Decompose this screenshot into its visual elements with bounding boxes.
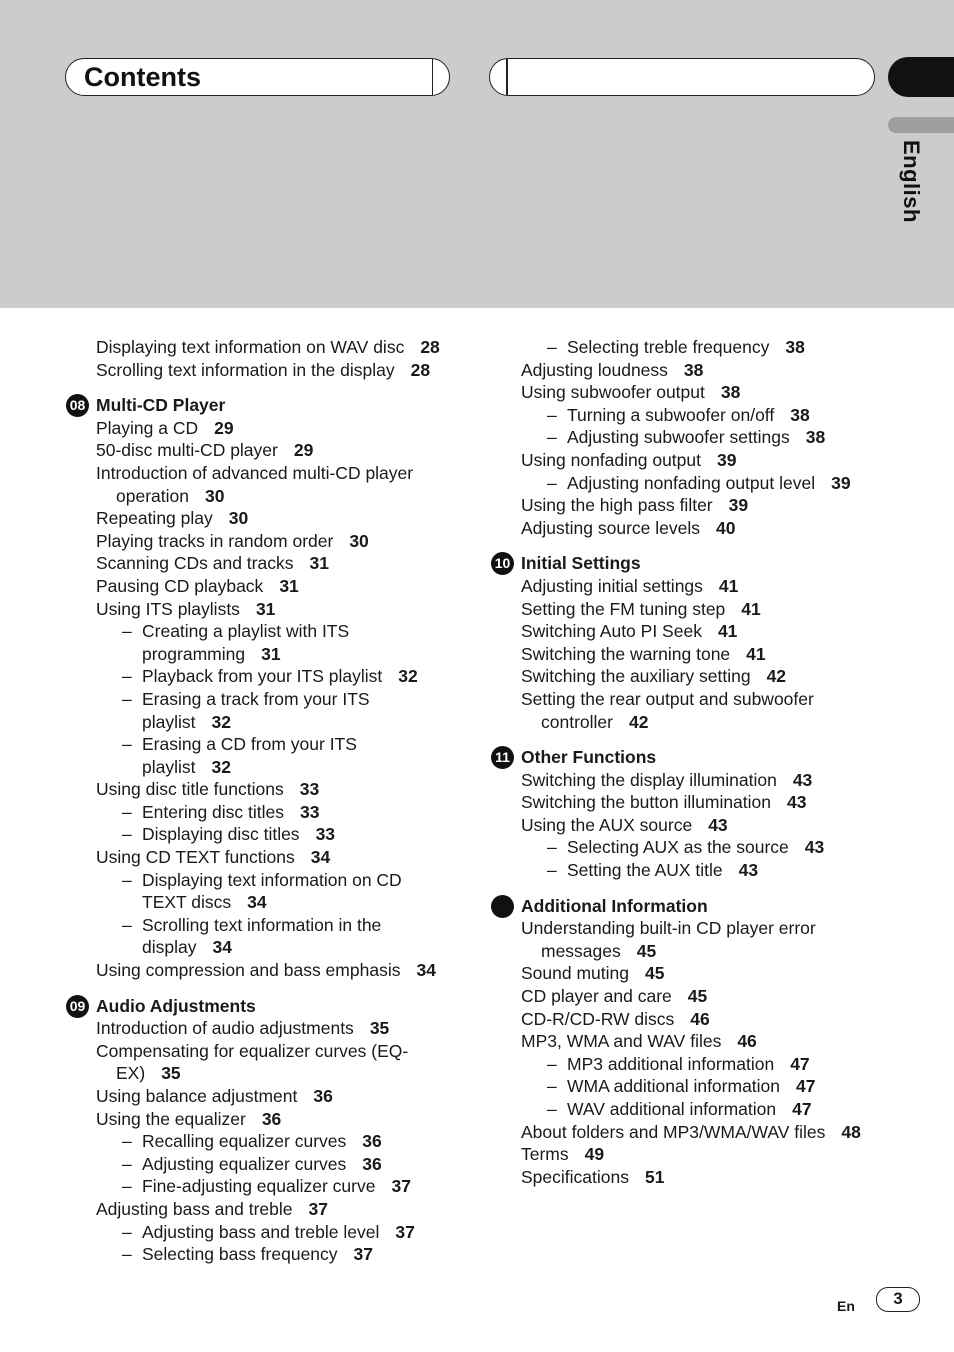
entry-text: Setting the rear output and subwoofer (521, 688, 814, 709)
entry-text: CD-R/CD-RW discs (521, 1008, 675, 1029)
page-ref: 31 (255, 598, 276, 619)
section-tab-marker (888, 57, 954, 97)
toc-subentry[interactable] (66, 823, 456, 846)
entry-text: CD player and care (521, 986, 672, 1007)
section-gap (491, 733, 881, 746)
toc-entry[interactable] (491, 643, 881, 666)
page-ref: 34 (212, 937, 232, 958)
entry-text: Using subwoofer output (521, 382, 705, 403)
toc-entry[interactable] (66, 1085, 456, 1108)
entry-text: Using disc title functions (96, 779, 284, 800)
toc-entry[interactable] (491, 769, 881, 792)
dash-marker: – (547, 337, 557, 357)
entry-text: Using balance adjustment (96, 1086, 298, 1106)
page-ref: 36 (261, 1108, 282, 1129)
section-title: Initial Settings (521, 553, 641, 574)
section-heading (66, 394, 456, 417)
page-ref: 37 (308, 1198, 328, 1219)
page-ref: 32 (211, 756, 231, 777)
toc-subentry[interactable] (491, 859, 881, 882)
section-number-badge: 08 (66, 394, 89, 417)
toc-subentry[interactable] (491, 404, 881, 427)
entry-text: MP3, WMA and WAV files (521, 1031, 722, 1052)
toc-entry[interactable] (491, 917, 881, 940)
entry-text: Scanning CDs and tracks (96, 553, 294, 574)
dash-marker: – (122, 621, 132, 642)
page-ref: 36 (362, 1153, 382, 1174)
page-ref: 43 (792, 769, 813, 790)
entry-text: Scrolling text information in the (142, 914, 382, 935)
entry-text: Using nonfading output (521, 449, 701, 470)
page-number: 3 (876, 1287, 920, 1312)
toc-subentry[interactable] (66, 665, 456, 688)
page-ref: 29 (293, 440, 314, 461)
page-ref: 39 (717, 449, 737, 470)
blank-frame-divider (506, 59, 508, 95)
section-gap (491, 882, 881, 895)
entry-text: Erasing a track from your ITS (142, 688, 370, 709)
section-number-badge (491, 895, 514, 918)
toc-entry[interactable] (66, 959, 456, 982)
page-ref: 37 (395, 1221, 415, 1242)
toc-entry[interactable] (66, 359, 456, 382)
toc-entry[interactable] (66, 1108, 456, 1131)
toc-entry[interactable] (66, 507, 456, 530)
entry-text: Displaying text information on WAV disc (96, 337, 405, 357)
section-heading (491, 552, 881, 575)
page-ref: 29 (214, 417, 234, 438)
entry-text: Using the AUX source (521, 814, 693, 835)
entry-continuation (66, 643, 456, 666)
entry-text-cont: EX) (116, 1063, 146, 1084)
entry-text: Using CD TEXT functions (96, 847, 295, 868)
entry-text: Adjusting initial settings (521, 575, 703, 596)
entry-text: Compensating for equalizer curves (EQ- (96, 1040, 409, 1061)
toc-entry[interactable] (491, 814, 881, 837)
toc-subentry[interactable] (66, 1130, 456, 1153)
entry-text-cont: playlist (142, 756, 196, 777)
entry-text: Selecting AUX as the source (567, 837, 789, 858)
page-ref: 43 (787, 792, 807, 813)
entry-text: Scrolling text information in the display (96, 359, 395, 380)
page-ref: 42 (766, 666, 787, 687)
page-ref: 38 (683, 359, 704, 380)
toc-entry[interactable] (491, 985, 881, 1008)
page-ref: 37 (391, 1176, 411, 1197)
page-ref: 32 (211, 711, 231, 732)
toc-entry[interactable] (491, 494, 881, 517)
page-ref: 30 (349, 530, 369, 551)
entry-text: Selecting treble frequency (567, 337, 770, 357)
section-number-badge: 10 (491, 552, 514, 575)
entry-text: Adjusting bass and treble level (142, 1221, 380, 1242)
page-ref: 43 (738, 860, 759, 881)
dash-marker: – (122, 1244, 132, 1265)
page-ref: 41 (741, 598, 761, 619)
toc-entry[interactable] (491, 1030, 881, 1053)
page-ref: 33 (299, 779, 320, 800)
toc-subentry[interactable] (491, 1053, 881, 1076)
toc-entry[interactable] (66, 1198, 456, 1221)
entry-text-cont: playlist (142, 711, 196, 732)
page-ref: 40 (715, 517, 736, 538)
page-ref: 28 (420, 337, 440, 357)
entry-text: Setting the FM tuning step (521, 598, 726, 619)
toc-subentry[interactable] (66, 1221, 456, 1244)
toc-entry[interactable] (491, 575, 881, 598)
entry-text: Entering disc titles (142, 801, 285, 822)
section-gap (66, 982, 456, 995)
toc-entry[interactable] (491, 665, 881, 688)
page-ref: 31 (309, 553, 329, 574)
toc-right-column (491, 336, 881, 1188)
toc-subentry[interactable] (66, 914, 456, 937)
toc-subentry[interactable] (66, 869, 456, 892)
page-ref: 38 (790, 404, 810, 425)
page-ref: 45 (687, 986, 708, 1007)
entry-text: Introduction of advanced multi-CD player (96, 462, 414, 483)
entry-text: Switching the warning tone (521, 643, 731, 664)
title-frame (65, 58, 450, 96)
dash-marker: – (122, 1131, 132, 1152)
entry-text: Fine-adjusting equalizer curve (142, 1176, 376, 1197)
toc-entry[interactable] (491, 688, 881, 711)
entry-text-cont: messages (541, 940, 621, 961)
entry-text: Switching the auxiliary setting (521, 666, 751, 687)
dash-marker: – (547, 837, 557, 858)
toc-subentry[interactable] (491, 1075, 881, 1098)
toc-entry[interactable] (66, 778, 456, 801)
entry-continuation (66, 936, 456, 959)
language-tab-marker (888, 117, 954, 133)
toc-entry[interactable] (491, 359, 881, 382)
entry-text: About folders and MP3/WMA/WAV files (521, 1121, 826, 1142)
entry-text: Pausing CD playback (96, 575, 264, 596)
dash-marker: – (547, 1053, 557, 1074)
toc-entry[interactable] (491, 381, 881, 404)
entry-text: Using the equalizer (96, 1108, 246, 1129)
page-ref: 28 (410, 359, 431, 380)
toc-entry[interactable] (491, 449, 881, 472)
entry-text-cont: programming (142, 643, 246, 664)
page-ref: 39 (831, 472, 851, 493)
entry-text: Using ITS playlists (96, 598, 240, 619)
entry-text-cont: controller (541, 711, 613, 732)
entry-text: WAV additional information (567, 1099, 777, 1119)
toc-subentry[interactable] (66, 733, 456, 756)
entry-text: Introduction of audio adjustments (96, 1018, 354, 1039)
toc-entry[interactable] (491, 517, 881, 540)
toc-entry[interactable] (66, 1040, 456, 1063)
toc-subentry[interactable] (66, 1243, 456, 1266)
entry-text: MP3 additional information (567, 1053, 775, 1074)
page-ref: 33 (300, 801, 320, 822)
entry-text: Erasing a CD from your ITS (142, 734, 357, 755)
page-ref: 30 (228, 508, 249, 529)
toc-subentry[interactable] (66, 620, 456, 643)
toc-entry[interactable] (66, 530, 456, 553)
page-ref: 47 (790, 1053, 810, 1074)
page-ref: 30 (204, 485, 225, 506)
entry-text: Turning a subwoofer on/off (567, 404, 775, 425)
toc-entry[interactable] (491, 1121, 881, 1144)
toc-entry[interactable] (491, 1143, 881, 1166)
page-ref: 36 (313, 1086, 333, 1106)
toc-subentry[interactable] (66, 801, 456, 824)
dash-marker: – (122, 666, 132, 687)
page-ref: 31 (279, 575, 299, 596)
page-ref: 45 (645, 963, 665, 984)
page-ref: 48 (841, 1121, 861, 1142)
entry-text: Adjusting nonfading output level (567, 472, 816, 493)
entry-text: Repeating play (96, 508, 213, 529)
toc-subentry[interactable] (66, 1175, 456, 1198)
dash-marker: – (547, 1076, 557, 1097)
page-title: Contents (84, 62, 201, 92)
page-ref: 39 (728, 495, 749, 516)
toc-subentry[interactable] (491, 836, 881, 859)
entry-continuation (66, 756, 456, 779)
section-title: Additional Information (521, 895, 708, 916)
toc-subentry[interactable] (491, 426, 881, 449)
dash-marker: – (122, 824, 132, 845)
page-ref: 31 (261, 643, 281, 664)
toc-entry[interactable] (66, 336, 456, 359)
page-ref: 45 (636, 940, 657, 961)
header-band (0, 0, 954, 308)
page-ref: 46 (737, 1031, 757, 1052)
entry-text: Specifications (521, 1166, 629, 1187)
dash-marker: – (122, 869, 132, 890)
dash-marker: – (547, 404, 557, 425)
page-ref: 34 (310, 847, 331, 868)
dash-marker: – (122, 1176, 132, 1197)
page-ref: 46 (690, 1008, 710, 1029)
entry-text: Playing a CD (96, 417, 199, 438)
page-ref: 38 (805, 427, 826, 448)
title-frame-divider (432, 59, 434, 95)
entry-text: Understanding built-in CD player error (521, 918, 816, 939)
toc-entry[interactable] (66, 598, 456, 621)
entry-text: Creating a playlist with ITS (142, 621, 350, 642)
toc-entry[interactable] (491, 962, 881, 985)
dash-marker: – (122, 1221, 132, 1242)
dash-marker: – (122, 1153, 132, 1174)
entry-text: Setting the AUX title (567, 860, 723, 881)
entry-text: Switching Auto PI Seek (521, 621, 702, 642)
entry-text: Adjusting bass and treble (96, 1198, 293, 1219)
dash-marker: – (547, 427, 557, 448)
toc-entry[interactable] (491, 1166, 881, 1189)
entry-text: Using compression and bass emphasis (96, 960, 401, 981)
entry-text: Playback from your ITS playlist (142, 666, 383, 687)
entry-text: 50-disc multi-CD player (96, 440, 278, 461)
page-ref: 41 (746, 643, 766, 664)
section-gap (66, 381, 456, 394)
page-ref: 32 (398, 666, 418, 687)
dash-marker: – (122, 801, 132, 822)
section-title: Multi-CD Player (96, 395, 226, 416)
page-ref: 35 (369, 1018, 390, 1039)
toc-entry[interactable] (491, 1008, 881, 1031)
entry-continuation (491, 711, 881, 734)
toc-subentry[interactable] (491, 336, 881, 359)
page-ref: 38 (720, 382, 741, 403)
dash-marker: – (547, 472, 557, 493)
entry-continuation (66, 711, 456, 734)
entry-text: Adjusting subwoofer settings (567, 427, 790, 448)
section-number-badge: 11 (491, 746, 514, 769)
page-ref: 38 (785, 337, 805, 357)
page-ref: 34 (247, 892, 267, 913)
entry-text: Displaying text information on CD (142, 869, 402, 890)
entry-text: Switching the display illumination (521, 769, 777, 790)
dash-marker: – (122, 914, 132, 935)
entry-continuation (66, 891, 456, 914)
dash-marker: – (122, 734, 132, 755)
entry-continuation (66, 485, 456, 508)
toc-entry[interactable] (66, 846, 456, 869)
dash-marker: – (547, 860, 557, 881)
page-ref: 51 (644, 1166, 665, 1187)
toc-subentry[interactable] (66, 688, 456, 711)
section-number-badge: 09 (66, 995, 89, 1018)
page-ref: 35 (161, 1063, 181, 1084)
entry-text: WMA additional information (567, 1076, 781, 1097)
entry-text: Playing tracks in random order (96, 530, 334, 551)
entry-text: Using the high pass filter (521, 495, 713, 516)
page-ref: 42 (628, 711, 649, 732)
toc-entry[interactable] (66, 439, 456, 462)
entry-text: Displaying disc titles (142, 824, 300, 845)
entry-text: Sound muting (521, 963, 629, 984)
entry-continuation (491, 940, 881, 963)
section-heading (491, 746, 881, 769)
blank-frame (489, 58, 875, 96)
entry-text: Adjusting loudness (521, 359, 668, 380)
page-ref: 41 (717, 621, 738, 642)
page-ref: 47 (796, 1076, 816, 1097)
dash-marker: – (547, 1099, 557, 1119)
toc-subentry[interactable] (491, 1098, 881, 1121)
page-ref: 33 (315, 824, 336, 845)
entry-text: Selecting bass frequency (142, 1244, 338, 1265)
entry-text-cont: display (142, 937, 197, 958)
entry-text: Terms (521, 1144, 569, 1165)
entry-text: Switching the button illumination (521, 792, 772, 813)
section-heading (66, 995, 456, 1018)
section-gap (491, 539, 881, 552)
toc-entry[interactable] (66, 1017, 456, 1040)
toc-entry[interactable] (491, 620, 881, 643)
dash-marker: – (122, 688, 132, 709)
toc-entry[interactable] (491, 791, 881, 814)
page-ref: 41 (718, 575, 739, 596)
toc-subentry[interactable] (66, 1153, 456, 1176)
page-ref: 43 (708, 814, 728, 835)
page-ref: 43 (804, 837, 825, 858)
page-ref: 47 (792, 1099, 812, 1119)
section-heading (491, 895, 881, 918)
toc-entry[interactable] (66, 552, 456, 575)
language-label: English (899, 140, 924, 223)
page-ref: 49 (584, 1144, 605, 1165)
page-ref: 34 (416, 960, 436, 981)
section-title: Audio Adjustments (96, 995, 256, 1016)
toc-entry[interactable] (66, 462, 456, 485)
page-ref: 36 (362, 1131, 382, 1152)
entry-continuation (66, 1062, 456, 1085)
toc-entry[interactable] (491, 598, 881, 621)
entry-text-cont: operation (116, 485, 189, 506)
toc-entry[interactable] (66, 575, 456, 598)
toc-left-column (66, 336, 456, 1266)
entry-text: Recalling equalizer curves (142, 1131, 347, 1152)
entry-text-cont: TEXT discs (142, 892, 232, 913)
footer-language: En (837, 1298, 855, 1314)
entry-text: Adjusting equalizer curves (142, 1153, 347, 1174)
toc-entry[interactable] (66, 417, 456, 440)
entry-text: Adjusting source levels (521, 517, 700, 538)
toc-subentry[interactable] (491, 472, 881, 495)
page-ref: 37 (353, 1244, 374, 1265)
section-title: Other Functions (521, 747, 657, 768)
